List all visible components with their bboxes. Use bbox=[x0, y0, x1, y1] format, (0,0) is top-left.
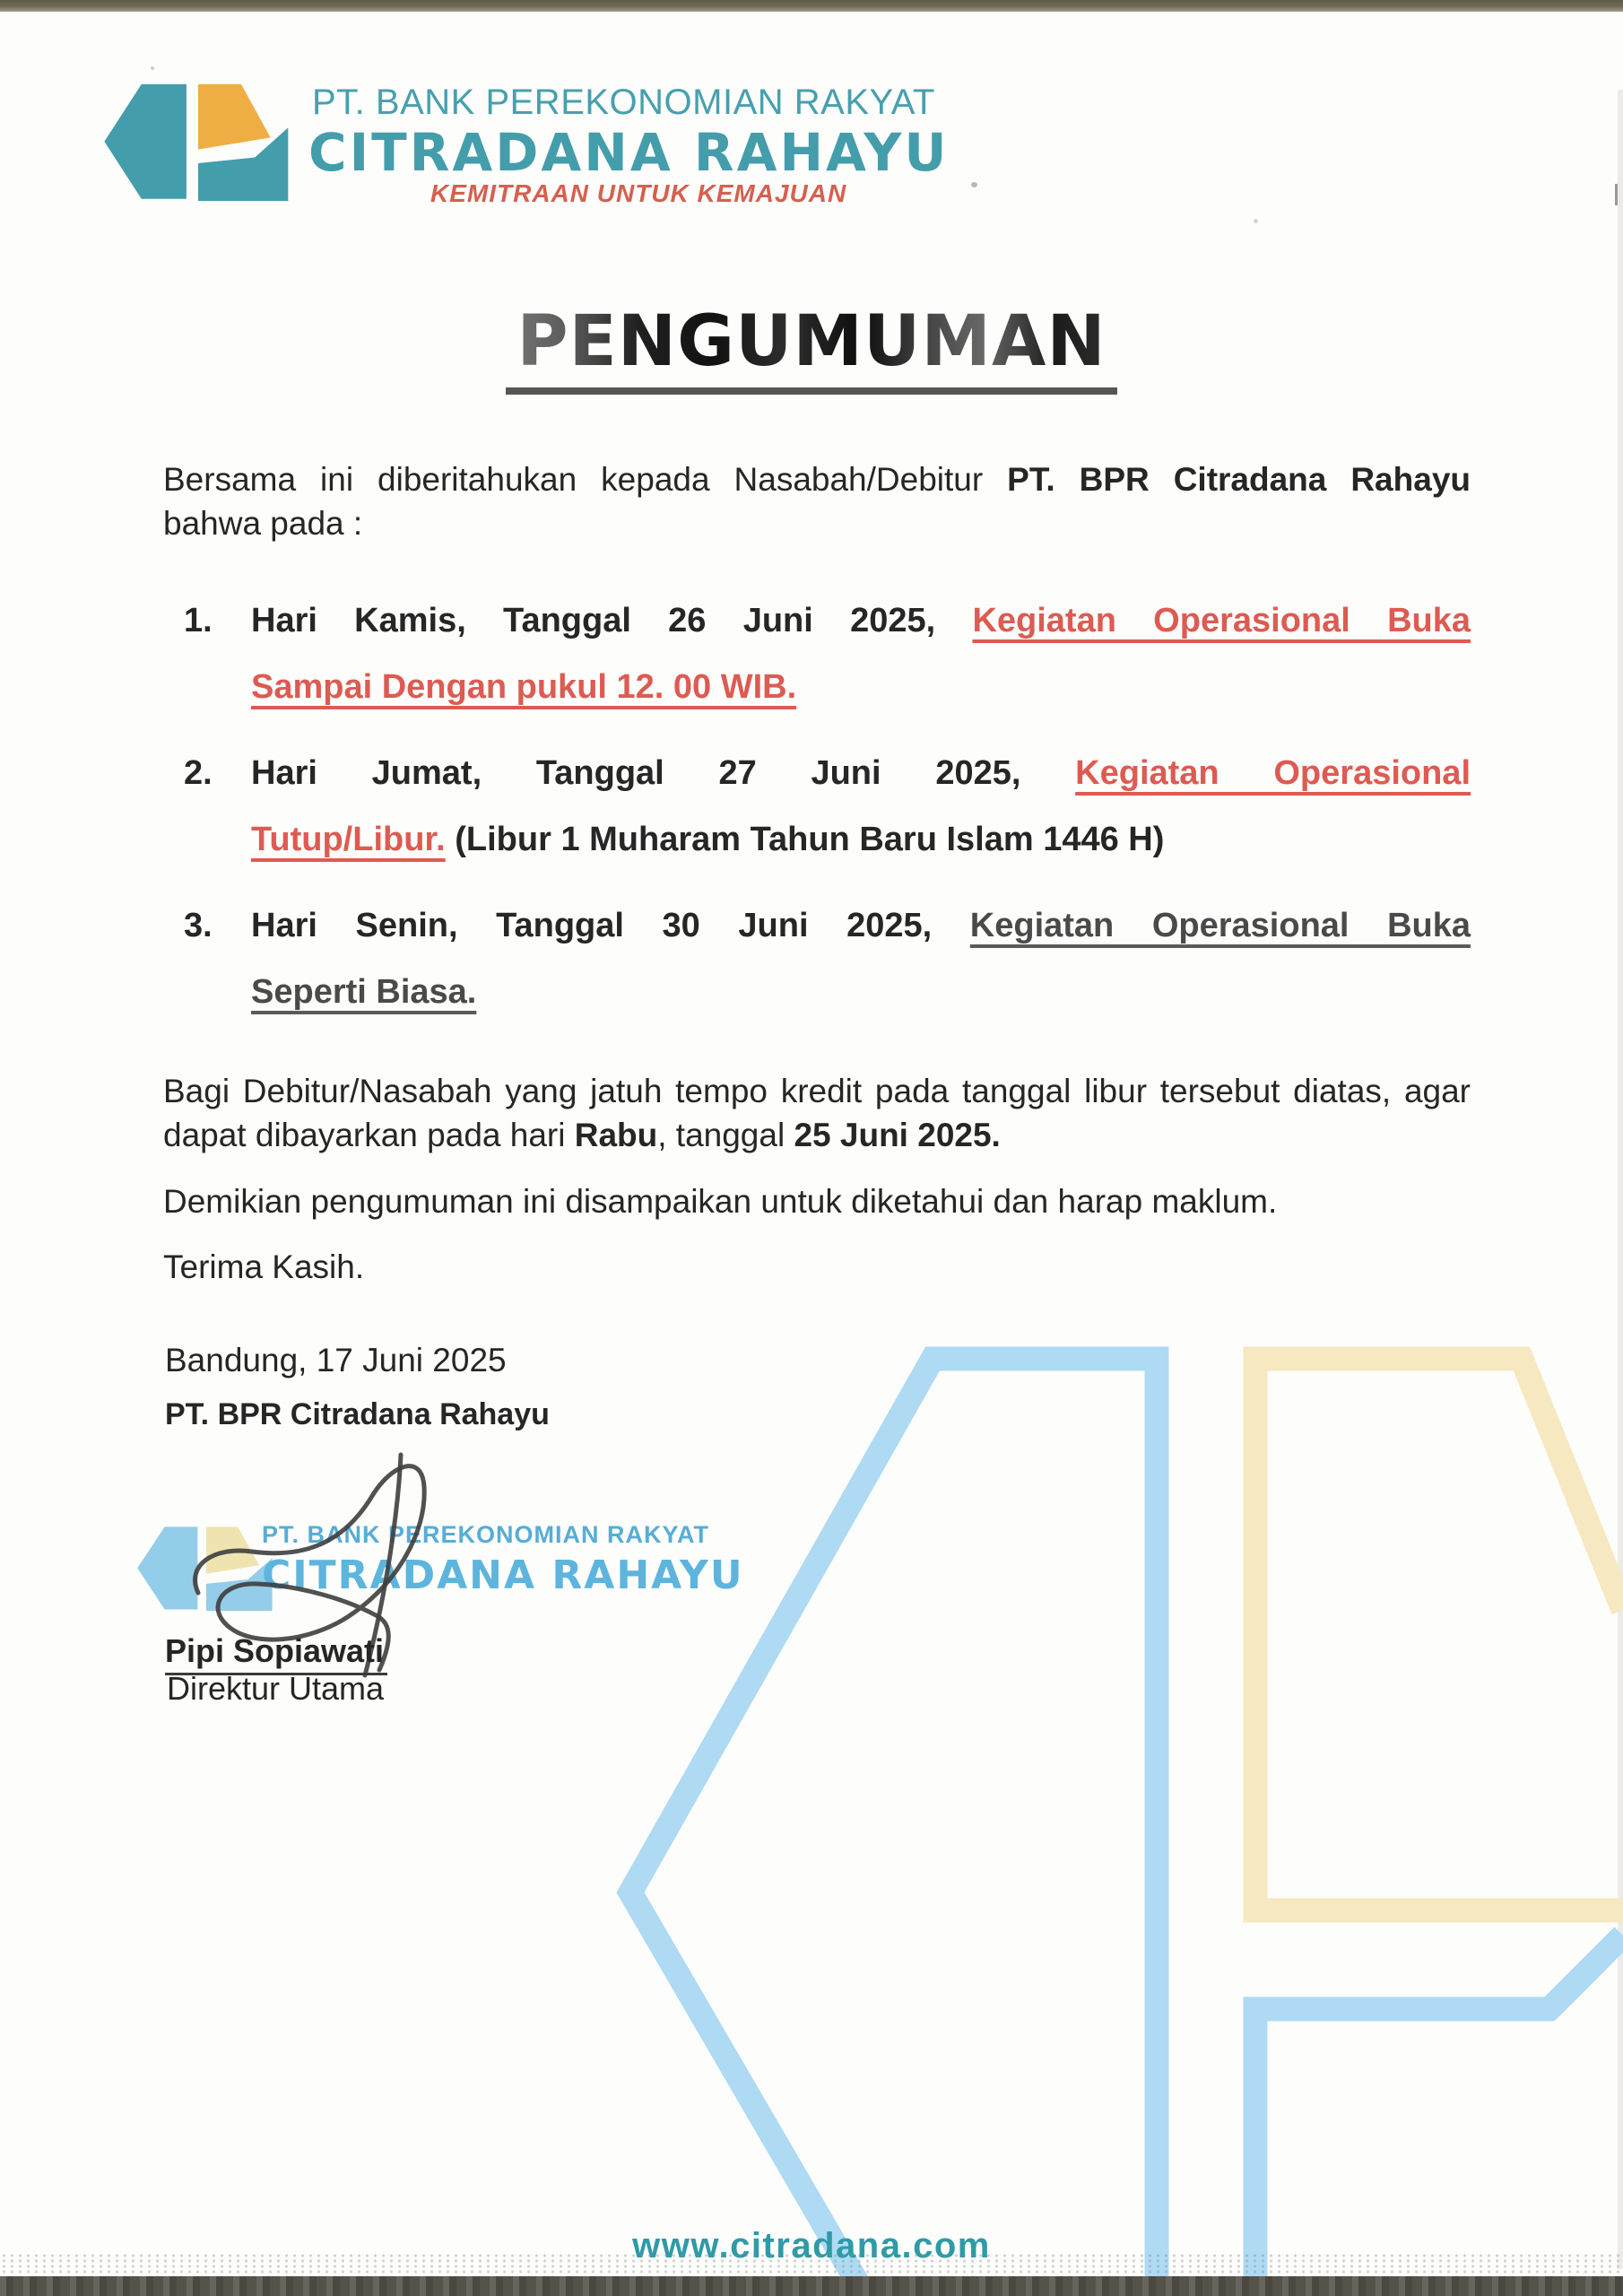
item-highlight-text: Kegiatan Operasional bbox=[1075, 754, 1471, 792]
intro-text: Bersama ini diberitahukan kepada Nasabah/Debitur bbox=[163, 461, 1008, 498]
list-item-number: 2. bbox=[184, 754, 213, 792]
scan-noise-strip bbox=[0, 2253, 1623, 2278]
scan-speck bbox=[151, 66, 154, 70]
due-date-line1: Bagi Debitur/Nasabah yang jatuh tempo kredit pada tanggal libur tersebut diatas, agar bbox=[163, 1073, 1471, 1109]
item-highlight-text: Sampai Dengan pukul 12. 00 WIB. bbox=[251, 668, 797, 706]
signatory-name: Pipi Sopiawati bbox=[165, 1632, 387, 1675]
item-highlight-text: Kegiatan Operasional Buka bbox=[969, 907, 1471, 944]
list-item-number: 3. bbox=[184, 907, 213, 944]
website-url: www.citradana.com bbox=[632, 2226, 991, 2266]
scan-edge-top bbox=[0, 0, 1623, 12]
company-logo-mark bbox=[100, 76, 296, 211]
due-date-paragraph bbox=[163, 1069, 1471, 1157]
item-date-text: Hari Senin, Tanggal 30 Juni 2025, bbox=[251, 907, 970, 944]
scan-speck bbox=[1254, 219, 1258, 223]
intro-paragraph bbox=[163, 457, 1471, 545]
announcement-list bbox=[184, 587, 1471, 1045]
company-tagline: KEMITRAAN UNTUK KEMAJUAN bbox=[430, 179, 847, 207]
list-item-number: 1. bbox=[184, 602, 213, 639]
intro-line2: bahwa pada : bbox=[163, 505, 363, 542]
item-date-text: Hari Jumat, Tanggal 27 Juni 2025, bbox=[251, 754, 1076, 792]
thanks-text: Terima Kasih. bbox=[163, 1248, 365, 1285]
logo-yellow-shape bbox=[198, 84, 271, 150]
item-suffix-text: (Libur 1 Muharam Tahun Baru Islam 1446 H) bbox=[445, 821, 1165, 858]
document-title: PENGUMUMAN bbox=[506, 301, 1116, 395]
due-date-bold: 25 Juni 2025. bbox=[794, 1117, 1001, 1153]
intro-company-bold: PT. BPR Citradana Rahayu bbox=[1007, 461, 1471, 498]
company-name-line2: CITRADANA RAHAYU bbox=[308, 122, 950, 183]
place-and-date: Bandung, 17 Juni 2025 bbox=[165, 1342, 507, 1378]
signatory-role: Direktur Utama bbox=[167, 1670, 385, 1707]
document-title-wrap bbox=[0, 301, 1623, 395]
list-item-body bbox=[251, 587, 1471, 720]
list-item-body bbox=[251, 892, 1471, 1025]
item-date-text: Hari Kamis, Tanggal 26 Juni 2025, bbox=[251, 602, 973, 639]
due-date-line2: dapat dibayarkan pada hari Rabu, tanggal 25 Juni 2025. bbox=[163, 1117, 1001, 1153]
logo-watermark bbox=[538, 1283, 1623, 2296]
watermark-hexagon-outline bbox=[630, 1359, 1157, 2296]
item-highlight-text: Seperti Biasa. bbox=[251, 973, 477, 1011]
logo-hexagon bbox=[104, 84, 187, 199]
list-item bbox=[184, 892, 1471, 1025]
list-item bbox=[184, 740, 1471, 873]
watermark-yellow-outline bbox=[1255, 1359, 1623, 1910]
list-item bbox=[184, 587, 1471, 720]
item-highlight-text: Kegiatan Operasional Buka bbox=[972, 602, 1471, 639]
list-item-body bbox=[251, 740, 1471, 873]
stamp-company-line2: CITRADANA RAHAYU bbox=[262, 1552, 744, 1598]
company-name-line1: PT. BANK PEREKONOMIAN RAKYAT bbox=[312, 83, 935, 122]
scan-speck bbox=[971, 182, 977, 187]
due-day-bold: Rabu bbox=[574, 1117, 658, 1153]
scan-edge-bottom bbox=[0, 2276, 1623, 2296]
signature-company: PT. BPR Citradana Rahayu bbox=[165, 1397, 550, 1431]
stamp-company-line1: PT. BANK PEREKONOMIAN RAKYAT bbox=[262, 1521, 710, 1548]
closing-statement: Demikian pengumuman ini disampaikan untuk diketahui dan harap maklum. bbox=[163, 1183, 1278, 1220]
intro-line1 bbox=[163, 457, 1471, 501]
item-highlight-text: Tutup/Libur. bbox=[251, 821, 446, 858]
